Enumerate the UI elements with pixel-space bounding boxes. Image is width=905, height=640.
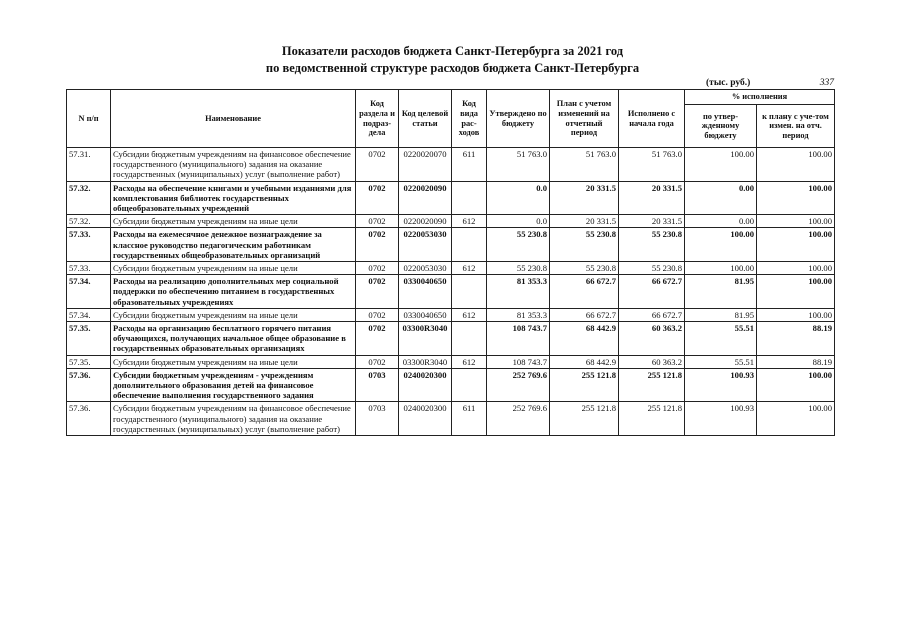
header-pct-plan: к плану с уче-том измен. на отч. период [757,105,835,148]
row-executed: 55 230.8 [619,228,685,262]
row-pct-plan: 100.00 [757,275,835,309]
row-section-code: 0702 [356,148,399,182]
row-section-code: 0702 [356,181,399,215]
row-approved: 51 763.0 [487,148,550,182]
row-type-code [452,322,487,356]
row-approved: 252 769.6 [487,402,550,436]
report-title: Показатели расходов бюджета Санкт-Петербурга за 2021 год [281,44,624,58]
table-row [67,215,835,228]
row-pct-budget: 100.93 [685,368,757,402]
row-section-code: 0702 [356,262,399,275]
row-section-code: 0702 [356,215,399,228]
row-section-code: 0702 [356,275,399,309]
row-pct-budget: 0.00 [685,215,757,228]
row-target-code: 0330040650 [399,308,452,321]
row-type-code: 612 [452,262,487,275]
row-approved: 0.0 [487,215,550,228]
row-type-code: 612 [452,355,487,368]
row-pct-budget: 81.95 [685,275,757,309]
row-pct-plan: 100.00 [757,308,835,321]
row-pct-plan: 88.19 [757,355,835,368]
row-executed: 20 331.5 [619,181,685,215]
row-name: Субсидии бюджетным учреждениям на иные цели [111,308,356,321]
table-row [67,228,835,262]
row-section-code: 0702 [356,308,399,321]
row-type-code [452,368,487,402]
row-plan: 51 763.0 [550,148,619,182]
row-executed: 60 363.2 [619,355,685,368]
row-approved: 108 743.7 [487,322,550,356]
row-executed: 66 672.7 [619,275,685,309]
row-pct-plan: 100.00 [757,402,835,436]
row-name: Субсидии бюджетным учреждениям - учреждениям дополнительного образования детей на финансовое обеспечение выполнения государственного задания [111,368,356,402]
table-body [67,148,835,436]
row-approved: 252 769.6 [487,368,550,402]
header-approved: Утверждено по бюджету [487,90,550,148]
row-name: Расходы на организацию бесплатного горячего питания обучающихся, получающих начальное общее образование в государственных образовательных организациях [111,322,356,356]
row-pct-plan: 100.00 [757,148,835,182]
row-target-code: 0220053030 [399,262,452,275]
table-row [67,322,835,356]
row-number: 57.36. [67,402,111,436]
row-approved: 55 230.8 [487,228,550,262]
row-number: 57.31. [67,148,111,182]
row-approved: 81 353.3 [487,275,550,309]
row-number: 57.35. [67,355,111,368]
row-pct-budget: 100.00 [685,148,757,182]
row-target-code: 0220053030 [399,228,452,262]
row-pct-plan: 100.00 [757,368,835,402]
row-name: Расходы на обеспечение книгами и учебными изданиями для комплектования библиотек государственных общеобразовательных учреждений [111,181,356,215]
row-name: Субсидии бюджетным учреждениям на иные цели [111,355,356,368]
row-section-code: 0703 [356,402,399,436]
row-approved: 81 353.3 [487,308,550,321]
header-plan: План с учетом изменений на отчетный период [550,90,619,148]
row-executed: 255 121.8 [619,368,685,402]
row-section-code: 0702 [356,228,399,262]
row-target-code: 03300R3040 [399,355,452,368]
row-plan: 66 672.7 [550,308,619,321]
header-target-code: Код целевой статьи [399,90,452,148]
table-row [67,308,835,321]
row-type-code: 612 [452,308,487,321]
row-type-code [452,228,487,262]
row-pct-plan: 100.00 [757,228,835,262]
row-pct-plan: 88.19 [757,322,835,356]
row-executed: 20 331.5 [619,215,685,228]
row-pct-budget: 55.51 [685,322,757,356]
row-number: 57.35. [67,322,111,356]
row-name: Субсидии бюджетным учреждениям на иные цели [111,262,356,275]
row-plan: 20 331.5 [550,215,619,228]
row-target-code: 0240020300 [399,368,452,402]
row-approved: 0.0 [487,181,550,215]
row-pct-budget: 0.00 [685,181,757,215]
table-row [67,148,835,182]
table-row [67,402,835,436]
row-target-code: 0240020300 [399,402,452,436]
table-row [67,355,835,368]
row-pct-budget: 100.00 [685,262,757,275]
row-target-code: 03300R3040 [399,322,452,356]
row-approved: 108 743.7 [487,355,550,368]
row-pct-plan: 100.00 [757,181,835,215]
row-number: 57.33. [67,262,111,275]
row-name: Субсидии бюджетным учреждениям на финансовое обеспечение государственного (муниципального) задания на оказание государственных (муниципальных) услуг (выполнение работ) [111,148,356,182]
row-executed: 60 363.2 [619,322,685,356]
row-number: 57.32. [67,215,111,228]
table-row [67,262,835,275]
header-type-code: Код вида рас-ходов [452,90,487,148]
table-row [67,181,835,215]
row-type-code: 611 [452,148,487,182]
row-section-code: 0702 [356,322,399,356]
row-executed: 55 230.8 [619,262,685,275]
row-number: 57.32. [67,181,111,215]
row-pct-budget: 55.51 [685,355,757,368]
row-plan: 255 121.8 [550,368,619,402]
row-approved: 55 230.8 [487,262,550,275]
expenses-table [66,89,835,436]
row-number: 57.34. [67,275,111,309]
row-number: 57.33. [67,228,111,262]
header-name: Наименование [111,90,356,148]
row-pct-plan: 100.00 [757,215,835,228]
row-pct-budget: 100.93 [685,402,757,436]
header-executed: Исполнено с начала года [619,90,685,148]
row-type-code [452,275,487,309]
row-type-code: 612 [452,215,487,228]
row-name: Субсидии бюджетным учреждениям на иные цели [111,215,356,228]
row-executed: 66 672.7 [619,308,685,321]
row-plan: 55 230.8 [550,228,619,262]
row-plan: 66 672.7 [550,275,619,309]
units-label: (тыс. руб.) [706,78,751,88]
row-pct-budget: 100.00 [685,228,757,262]
row-target-code: 0330040650 [399,275,452,309]
row-plan: 55 230.8 [550,262,619,275]
row-target-code: 0220020090 [399,181,452,215]
row-plan: 255 121.8 [550,402,619,436]
row-pct-plan: 100.00 [757,262,835,275]
row-executed: 51 763.0 [619,148,685,182]
table-row [67,368,835,402]
report-subtitle: по ведомственной структуре расходов бюджета Санкт-Петербурга [265,61,640,75]
row-plan: 68 442.9 [550,355,619,368]
row-target-code: 0220020070 [399,148,452,182]
row-name: Расходы на ежемесячное денежное вознаграждение за классное руководство педагогическим работникам государственных общеобразовательных организаций [111,228,356,262]
row-section-code: 0703 [356,368,399,402]
header-section-code: Код раздела и подраз-дела [356,90,399,148]
header-pct-budget: по утвер-жденному бюджету [685,105,757,148]
row-name: Расходы на реализацию дополнительных мер социальной поддержки по обеспечению питанием в государственных образовательных учреждениях [111,275,356,309]
header-num: N п/п [67,90,111,148]
table-row [67,275,835,309]
row-pct-budget: 81.95 [685,308,757,321]
row-section-code: 0702 [356,355,399,368]
page-number: 337 [819,78,834,88]
row-type-code: 611 [452,402,487,436]
row-number: 57.34. [67,308,111,321]
row-plan: 68 442.9 [550,322,619,356]
row-plan: 20 331.5 [550,181,619,215]
row-executed: 255 121.8 [619,402,685,436]
row-target-code: 0220020090 [399,215,452,228]
header-percent-group: % исполнения [685,90,835,105]
row-type-code [452,181,487,215]
row-number: 57.36. [67,368,111,402]
row-name: Субсидии бюджетным учреждениям на финансовое обеспечение государственного (муниципального) задания на оказание государственных (муниципальных) услуг (выполнение работ) [111,402,356,436]
